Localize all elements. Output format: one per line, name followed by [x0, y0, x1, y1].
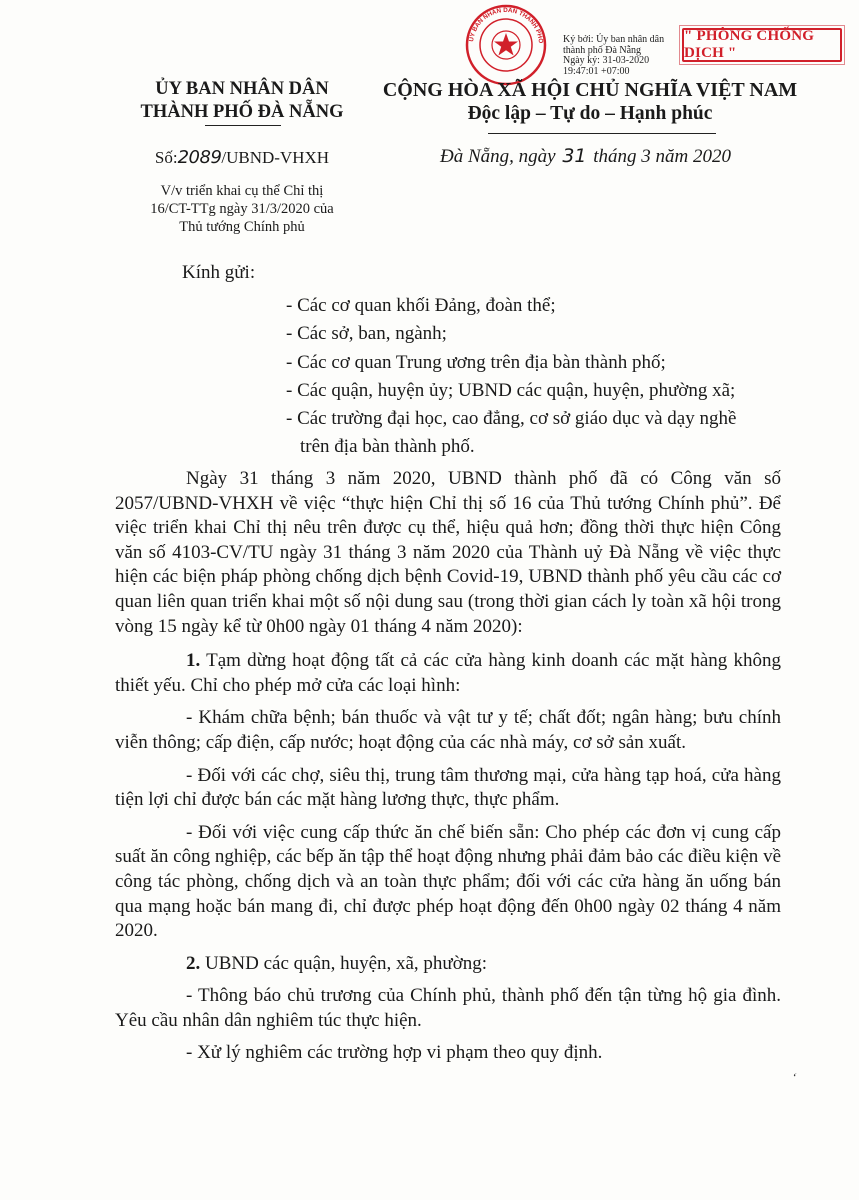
- recipient-item: - Các sở, ban, ngành;: [286, 323, 447, 345]
- subject-line-2: 16/CT-TTg ngày 31/3/2020 của: [150, 201, 334, 217]
- recipient-item-continuation: trên địa bàn thành phố.: [300, 436, 475, 458]
- section-1-item-b: - Đối với các chợ, siêu thị, trung tâm thương mại, cửa hàng tạp hoá, cửa hàng tiện lợi chỉ được bán các mặt hàng lương thực, thực phẩm.: [115, 764, 781, 811]
- recipient-item: - Các quận, huyện ủy; UBND các quận, huyện, phường xã;: [286, 379, 736, 401]
- greeting: Kính gửi:: [182, 262, 256, 283]
- section-2-item-a: - Thông báo chủ trương của Chính phủ, thành phố đến tận từng hộ gia đình. Yêu cầu nhân dân nghiêm túc thực hiện.: [115, 985, 781, 1031]
- section-1-text: Tạm dừng hoạt động tất cả các cửa hàng kinh doanh các mặt hàng không thiết yếu. Chỉ cho phép mở cửa các loại hình:: [115, 650, 781, 696]
- digital-signature-info: [563, 35, 675, 77]
- national-header: [380, 78, 800, 126]
- doc-no-prefix: Số:: [154, 148, 178, 167]
- section-1-number: 1.: [186, 650, 201, 672]
- section-1-item-a: - Khám chữa bệnh; bán thuốc và vật tư y tế; chất đốt; ngân hàng; bưu chính viễn thông; cấp điện, cấp nước; hoạt động của các nhà máy, cơ sở sản xuất.: [115, 707, 781, 753]
- epidemic-stamp: " PHÒNG CHỐNG DỊCH ": [682, 28, 842, 62]
- subject: [112, 182, 372, 236]
- signed-date: Ngày ký: 31-03-2020: [563, 55, 650, 66]
- subject-line-1: V/v triển khai cụ thể Chỉ thị: [160, 183, 324, 199]
- nation-line-1: CỘNG HÒA XÃ HỘI CHỦ NGHĨA VIỆT NAM: [382, 79, 798, 101]
- scan-mark: ‘: [789, 1069, 799, 1085]
- agency-header: [112, 78, 372, 124]
- agency-underline: [205, 125, 281, 126]
- official-seal: [459, 4, 553, 86]
- document-number: [112, 147, 372, 168]
- place-prefix: Đà Nẵng, ngày: [440, 146, 556, 167]
- signed-time: 19:47:01 +07:00: [563, 65, 630, 77]
- recipient-item: - Các trường đại học, cao đẳng, cơ sở giáo dục và dạy nghề: [286, 408, 737, 430]
- section-2-text: UBND các quận, huyện, xã, phường:: [205, 952, 488, 974]
- place-date: [440, 145, 760, 168]
- signed-by: Ký bởi: Ủy ban nhân dân thành phố Đà Nẵng: [563, 34, 665, 56]
- section-2-number: 2.: [186, 952, 201, 974]
- section-1-heading: [115, 649, 781, 698]
- document-body: [115, 467, 781, 1074]
- section-2-item-b: - Xử lý nghiêm các trường hợp vi phạm theo quy định.: [186, 1042, 603, 1064]
- seal-graphic: [459, 4, 553, 86]
- recipient-item: - Các cơ quan Trung ương trên địa bàn thành phố;: [286, 351, 666, 373]
- intro-paragraph: Ngày 31 tháng 3 năm 2020, UBND thành phố đã có Công văn số 2057/UBND-VHXH về việc “thực hiện Chỉ thị số 16 của Thủ tướng Chính phủ”. Để việc triển khai Chỉ thị nêu trên được cụ thể, hiệu quả hơn; đồng thời thực hiện Công văn số 4103-CV/TU ngày 31 tháng 3 năm 2020 của Thành uỷ Đà Nẵng về việc thực hiện các biện pháp phòng chống dịch bệnh Covid-19, UBND thành phố yêu cầu các cơ quan liên quan triển khai một số nội dung sau (trong thời gian cách ly toàn xã hội trong vòng 15 ngày kể từ 0h00 ngày 01 tháng 4 năm 2020):: [115, 468, 781, 637]
- recipient-item: - Các cơ quan khối Đảng, đoàn thể;: [286, 295, 556, 316]
- subject-line-3: Thủ tướng Chính phủ: [179, 219, 305, 235]
- agency-line-2: THÀNH PHỐ ĐÀ NẴNG: [140, 102, 344, 122]
- seal-text: ỦY BAN NHÂN DÂN THÀNH PHỐ: [468, 6, 545, 44]
- place-suffix: tháng 3 năm 2020: [593, 146, 732, 167]
- day-handwritten: 31: [562, 145, 587, 167]
- nation-motto: Độc lập – Tự do – Hạnh phúc: [467, 103, 713, 124]
- agency-line-1: ỦY BAN NHÂN DÂN: [155, 79, 329, 99]
- section-1-item-c: - Đối với việc cung cấp thức ăn chế biến sẵn: Cho phép các đơn vị cung cấp suất ăn công nghiệp, các bếp ăn tập thể hoạt động nhưng phải đảm bảo các điều kiện về công tác phòng, chống dịch và an toàn thực phẩm; đối với các cửa hàng ăn uống bán qua mạng hoặc bán mang đi, chỉ được phép hoạt động đến 0h00 ngày 02 tháng 4 năm 2020.: [115, 821, 781, 942]
- doc-no-handwritten: 2089: [177, 147, 222, 168]
- section-2-heading: [115, 952, 781, 977]
- recipient-list: [286, 292, 800, 462]
- doc-no-suffix: /UBND-VHXH: [221, 148, 330, 167]
- motto-underline: [488, 133, 716, 134]
